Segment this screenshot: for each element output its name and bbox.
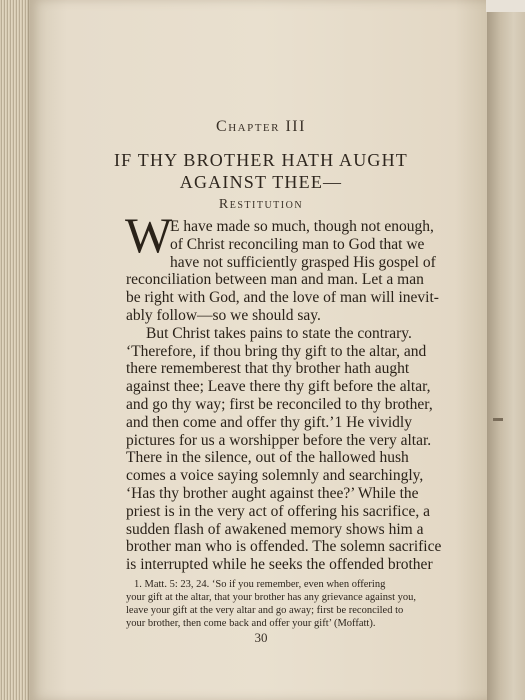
footnote-line-3: leave your gift at the very altar and go away; first be reconciled to — [126, 605, 404, 616]
footnote-line-2: your gift at the altar, that your brother has any grievance against you, — [126, 592, 416, 603]
chapter-heading: Chapter III — [216, 118, 306, 135]
chapter-title-line-2: AGAINST THEE— — [179, 172, 343, 192]
background-strip — [486, 0, 525, 12]
body-line-9: there rememberest that thy brother hath aught — [126, 360, 410, 378]
section-subtitle: Restitution — [218, 197, 304, 212]
facing-page-edge — [487, 0, 525, 700]
body-line-8: ‘Therefore, if thou bring thy gift to the altar, and — [126, 342, 427, 360]
page-number: 30 — [254, 630, 268, 645]
body-line-15: comes a voice saying solemnly and searchingly, — [126, 467, 424, 485]
body-line-16: ‘Has thy brother aught against thee?’ While the — [126, 485, 419, 502]
body-line-13: pictures for us a worshipper before the very altar. — [126, 431, 432, 449]
body-line-5: be right with God, and the love of man will inevit- — [126, 289, 439, 307]
footnote-line-4: your brother, then come back and offer your gift’ (Moffatt). — [126, 618, 376, 629]
chapter-title-line-1: IF THY BROTHER HATH AUGHT — [113, 150, 408, 170]
page-edges — [0, 0, 32, 700]
body-line-11: and go thy way; first be reconciled to thy brother, — [126, 396, 433, 413]
body-line-17: priest is in the very act of offering his sacrifice, a — [126, 502, 431, 520]
body-line-20: is interrupted while he seeks the offended brother — [126, 556, 433, 574]
drop-cap: W — [125, 207, 173, 263]
body-line-7: But Christ takes pains to state the contrary. — [146, 324, 412, 342]
body-line-18: sudden flash of awakened memory shows him a — [126, 520, 424, 538]
body-line-12: and then come and offer thy gift.’1 He vividly — [126, 413, 412, 431]
body-line-1: E have made so much, though not enough, — [170, 218, 434, 235]
body-line-19: brother man who is offended. The solemn sacrifice — [126, 538, 442, 556]
body-line-14: There in the silence, out of the hallowed hush — [126, 449, 409, 467]
body-line-10: against thee; Leave there thy gift before the altar, — [126, 378, 431, 396]
body-line-2: of Christ reconciling man to God that we — [170, 235, 425, 253]
footnote-line-1: 1. Matt. 5: 23, 24. ‘So if you remember, even when offering — [134, 579, 386, 590]
page-mark — [493, 418, 503, 421]
body-line-4: reconciliation between man and man. Let a man — [126, 271, 424, 289]
body-line-3: have not sufficiently grasped His gospel of — [170, 253, 436, 271]
body-line-6: ably follow—so we should say. — [126, 307, 321, 324]
